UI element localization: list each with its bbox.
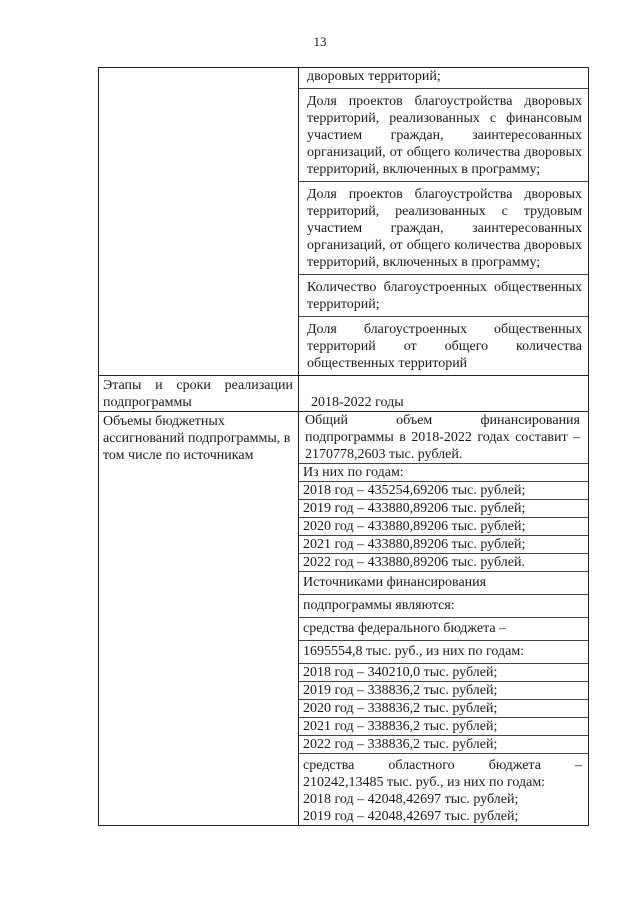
federal-budget-total: 1695554,8 тыс. руб., из них по годам: — [299, 641, 588, 664]
total-year-line: 2020 год – 433880,89206 тыс. рублей; — [299, 518, 588, 536]
table-row-stages — [99, 376, 589, 412]
total-year-line: 2018 год – 435254,69206 тыс. рублей; — [299, 482, 588, 500]
indicator-item: Количество благоустроенных общественных территорий; — [299, 275, 588, 317]
total-year-line: 2022 год – 433880,89206 тыс. рублей. — [299, 554, 588, 572]
federal-budget-label: средства федерального бюджета – — [299, 618, 588, 641]
stages-label-cell: Этапы и сроки реализации подпрограммы — [99, 376, 299, 412]
federal-year-line: 2018 год – 340210,0 тыс. рублей; — [299, 664, 588, 682]
funding-value-cell — [299, 412, 589, 826]
by-years-label: Из них по годам: — [299, 464, 588, 482]
stages-value-cell: 2018-2022 годы — [299, 376, 589, 412]
federal-year-line: 2020 год – 338836,2 тыс. рублей; — [299, 700, 588, 718]
table-row-funding — [99, 412, 589, 826]
indicator-item: Доля проектов благоустройства дворовых территорий, реализованных с трудовым участием граждан, заинтересованных организаций, от общего количества дворовых территорий, включенных в программу; — [299, 182, 588, 275]
indicators-value-cell — [299, 68, 589, 376]
page-number: 13 — [313, 34, 327, 49]
regional-budget-total: 210242,13485 тыс. руб., из них по годам: — [303, 775, 546, 790]
total-year-line: 2021 год – 433880,89206 тыс. рублей; — [299, 536, 588, 554]
regional-budget-label: средства областного бюджета – — [303, 758, 582, 773]
funding-label-cell: Объемы бюджетных ассигнований подпрограммы, в том числе по источникам — [99, 412, 299, 826]
sources-label: подпрограммы являются: — [299, 595, 588, 618]
indicators-label-cell — [99, 68, 299, 376]
indicator-item: Доля проектов благоустройства дворовых территорий, реализованных с финансовым участием граждан, заинтересованных организаций, от общего количества дворовых территорий, включенных в программу; — [299, 89, 588, 182]
sources-label: Источниками финансирования — [299, 572, 588, 595]
federal-year-line: 2022 год – 338836,2 тыс. рублей; — [299, 736, 588, 754]
regional-year-line: 2018 год – 42048,42697 тыс. рублей; — [303, 792, 519, 807]
indicator-item: Доля благоустроенных общественных территорий от общего количества общественных территорий — [307, 322, 582, 371]
total-year-line: 2019 год – 433880,89206 тыс. рублей; — [299, 500, 588, 518]
table-row-indicators — [99, 68, 589, 376]
regional-year-line: 2019 год – 42048,42697 тыс. рублей; — [303, 809, 519, 824]
indicator-item: дворовых территорий; — [299, 68, 588, 89]
passport-table — [98, 67, 589, 826]
funding-intro: Общий объем финансирования подпрограммы в 2018-2022 годах составит – 2170778,2603 тыс. рублей. — [299, 412, 588, 464]
federal-year-line: 2021 год – 338836,2 тыс. рублей; — [299, 718, 588, 736]
federal-year-line: 2019 год – 338836,2 тыс. рублей; — [299, 682, 588, 700]
